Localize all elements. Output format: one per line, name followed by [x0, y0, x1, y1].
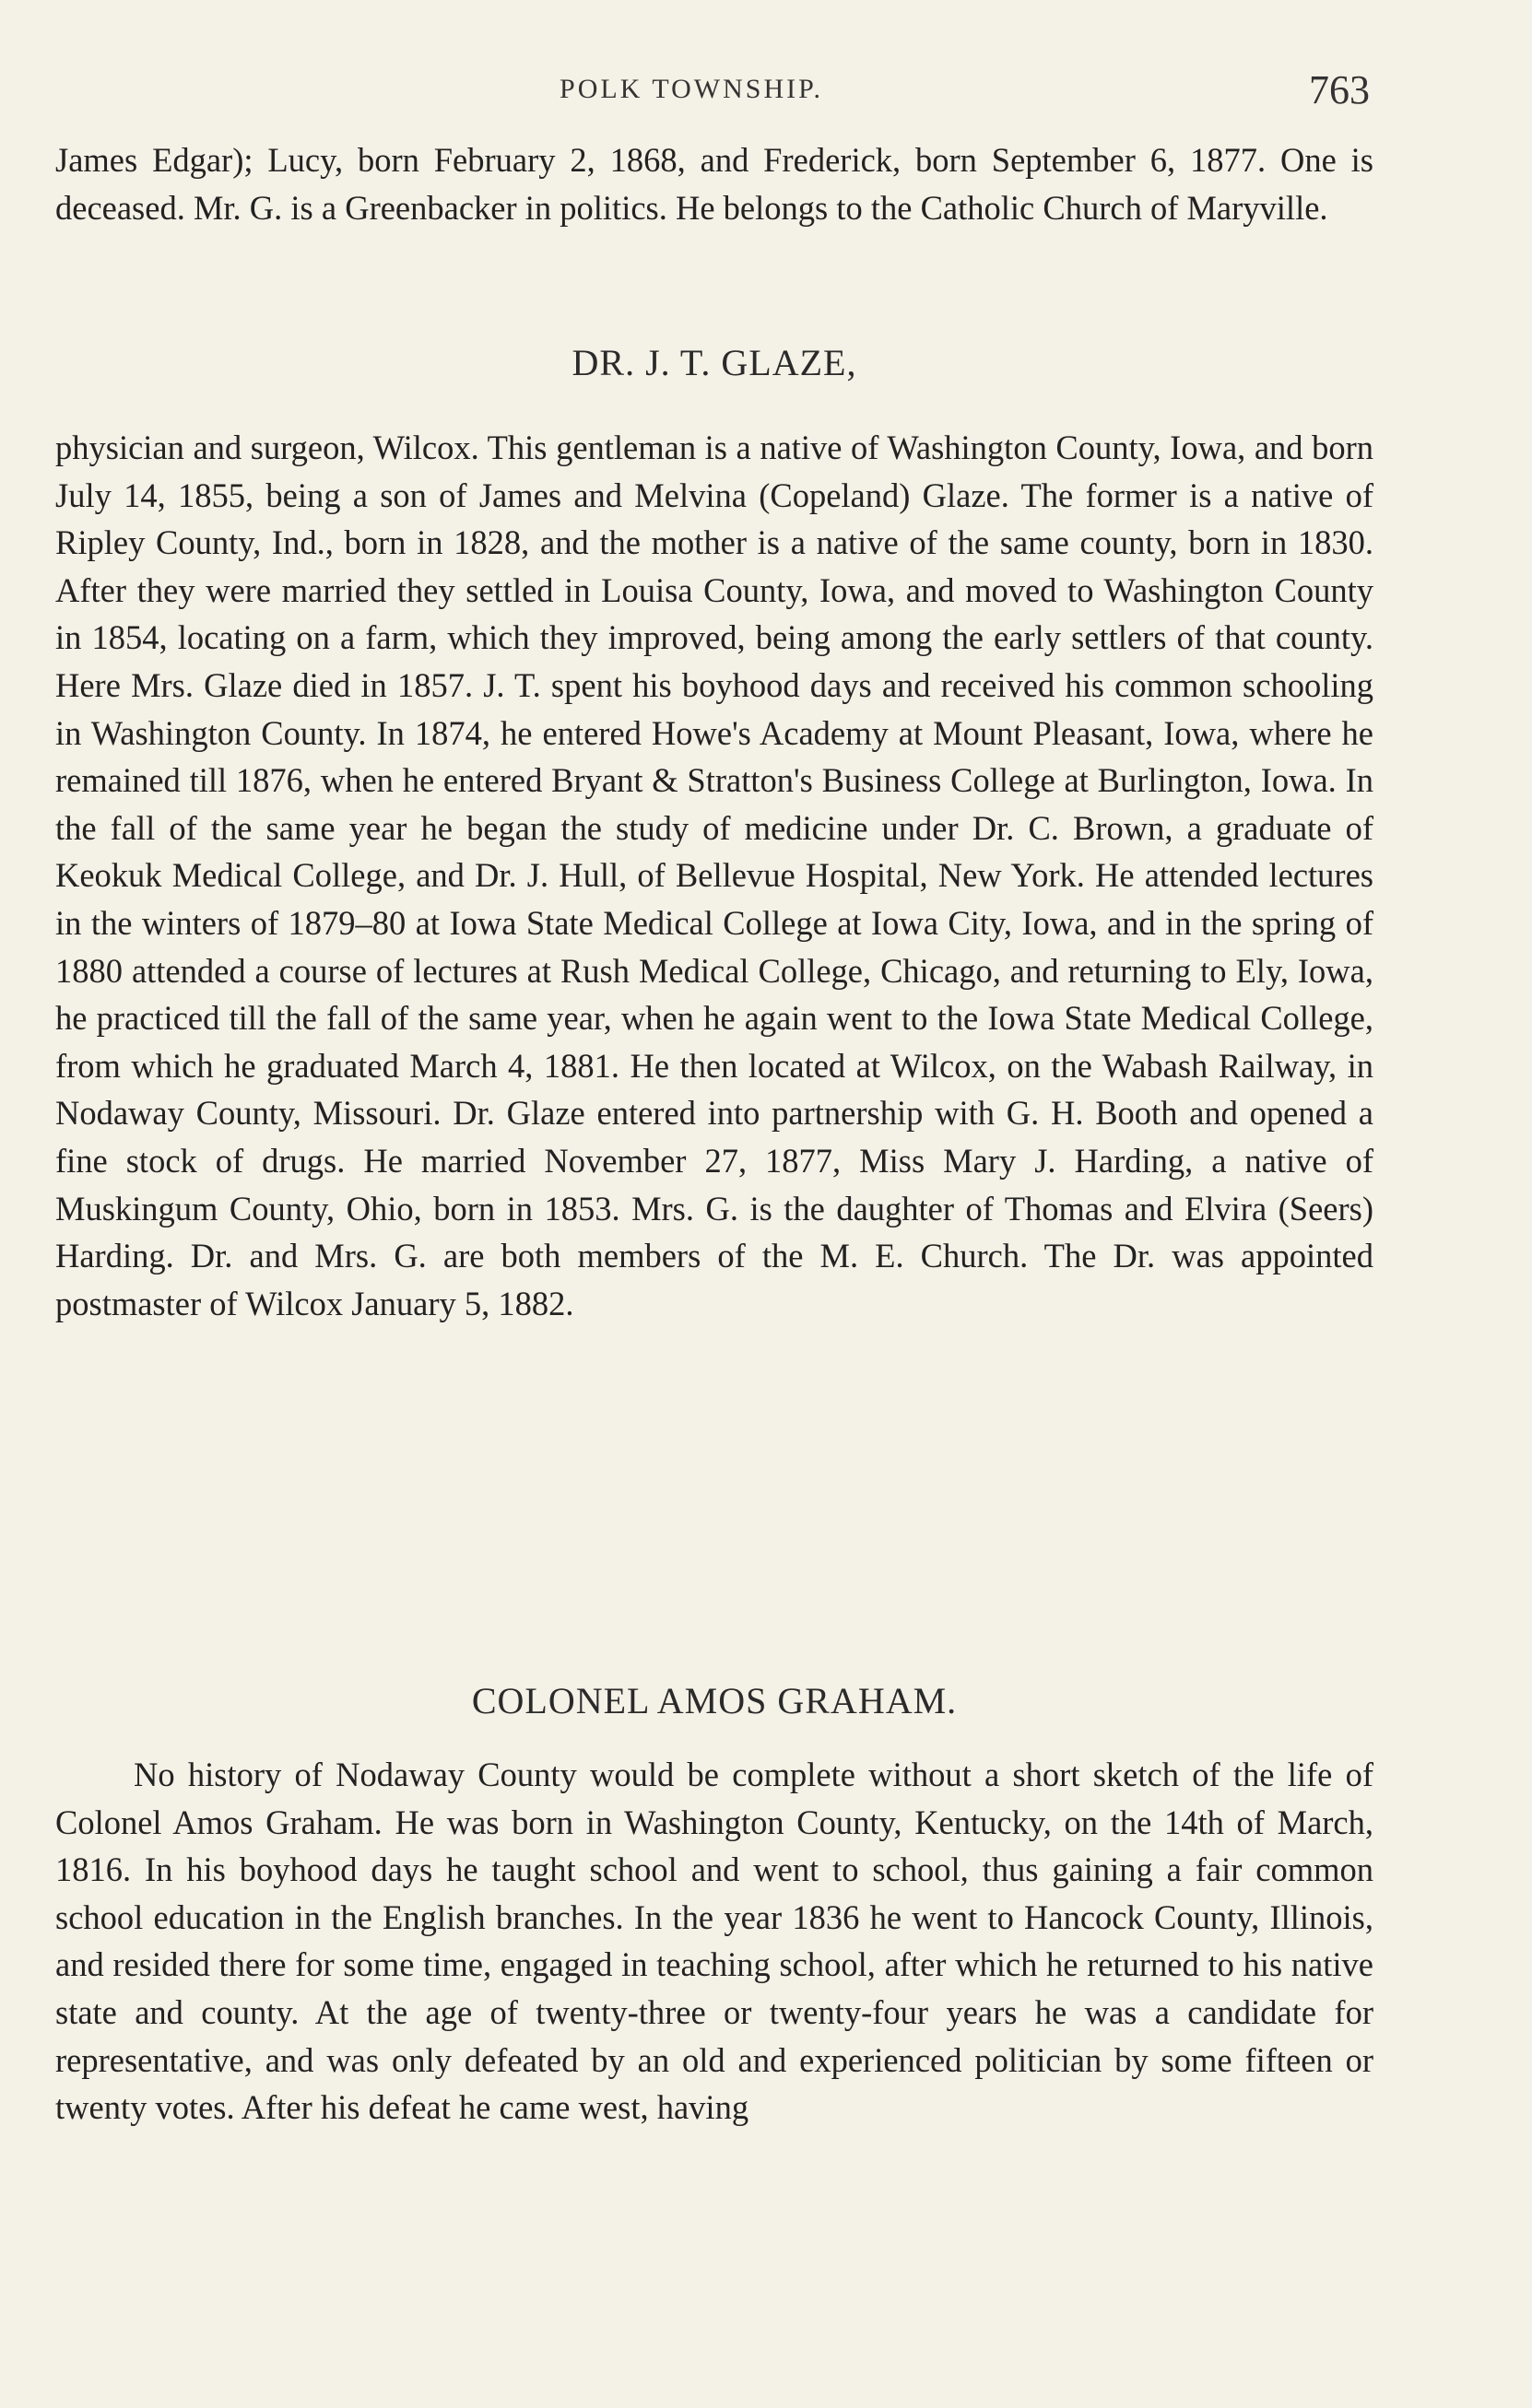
section-body-glaze-block	[55, 424, 1373, 1327]
intro-paragraph-block	[55, 136, 1373, 231]
section-body-graham-block	[55, 1751, 1373, 2132]
section-heading-graham: COLONEL AMOS GRAHAM.	[471, 1680, 958, 1721]
section-body-glaze: physician and surgeon, Wilcox. This gentleman is a native of Washington County, Iowa, and born July 14, 1855, being a son of James and Melvina (Copeland) Glaze. The former is a native of Ripley County, Ind., born in 1828, and the mother is a native of the same county, born in 1830. After they were married they settled in Louisa County, Iowa, and moved to Washington County in 1854, locating on a farm, which they improved, being among the early settlers of that county. Here Mrs. Glaze died in 1857. J. T. spent his boyhood days and received his common schooling in Washington County. In 1874, he entered Howe's Academy at Mount Pleasant, Iowa, where he remained till 1876, when he entered Bryant & Stratton's Business College at Burlington, Iowa. In the fall of the same year he began the study of medicine under Dr. C. Brown, a graduate of Keokuk Medical College, and Dr. J. Hull, of Bellevue Hospital, New York. He attended lectures in the winters of 1879–80 at Iowa State Medical College at Iowa City, Iowa, and in the spring of 1880 attended a course of lectures at Rush Medical College, Chicago, and returning to Ely, Iowa, he practiced till the fall of the same year, when he again went to the Iowa State Medical College, from which he graduated March 4, 1881. He then located at Wilcox, on the Wabash Railway, in Nodaway County, Missouri. Dr. Glaze entered into partnership with G. H. Booth and opened a fine stock of drugs. He married November 27, 1877, Miss Mary J. Harding, a native of Muskingum County, Ohio, born in 1853. Mrs. G. is the daughter of Thomas and Elvira (Seers) Harding. Dr. and Mrs. G. are both members of the M. E. Church. The Dr. was appointed postmaster of Wilcox January 5, 1882.	[55, 429, 1373, 1322]
page-number: 763	[1309, 67, 1370, 112]
section-heading-glaze: DR. J. T. GLAZE,	[572, 342, 857, 383]
section-body-graham: No history of Nodaway County would be complete without a short sketch of the life of Colonel Amos Graham. He was born in Washington County, Kentucky, on the 14th of March, 1816. In his boyhood days he taught school and went to school, thus gaining a fair common school education in the English branches. In the year 1836 he went to Hancock County, Illinois, and resided there for some time, engaged in teaching school, after which he returned to his native state and county. At the age of twenty-three or twenty-four years he was a candidate for representative, and was only defeated by an old and experienced politician by some fifteen or twenty votes. After his defeat he came west, having	[55, 1756, 1373, 2127]
intro-paragraph: James Edgar); Lucy, born February 2, 1868, and Frederick, born September 6, 1877. One is deceased. Mr. G. is a Greenbacker in politics. He belongs to the Catholic Church of Maryville.	[55, 141, 1373, 227]
running-head: POLK TOWNSHIP.	[560, 74, 823, 104]
